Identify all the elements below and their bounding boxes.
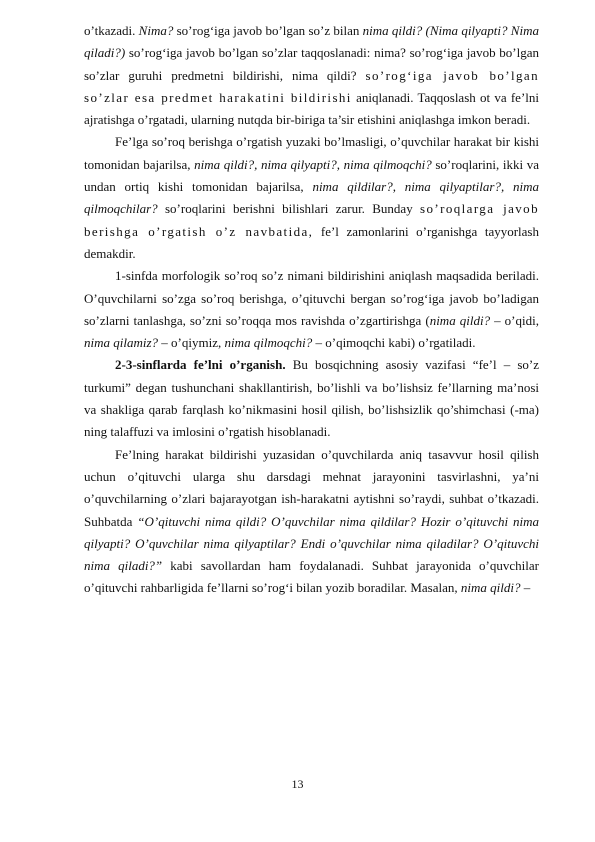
text-run: – o’qiymiz, xyxy=(158,335,225,351)
italic-run: “O’qituvchi nima qildi? O’quvchilar nima qildilar? Hozir o’qituvchi nima qilyapti? O’quvchilar nima qilyaptilar? Endi o’quvchilar nima qiladilar? O’qituvchi nima qiladi?” xyxy=(84,513,539,574)
text-run: so’roqlarga javob berishga o’rgatish o’z navbatida, xyxy=(84,201,539,239)
italic-run: nima qildi? (Nima qilyapti? Nima qiladi?) xyxy=(84,23,539,61)
paragraph xyxy=(84,444,539,600)
text-run: so’roqlarini, ikki va undan ortiq kishi tomonidan bajarilsa, xyxy=(84,156,539,195)
italic-run: nima qilamiz? xyxy=(84,335,159,351)
text-run: – xyxy=(520,580,531,596)
text-run: fe’l zamonlarini o’rganishga tayyorlash demakdir. xyxy=(84,223,539,261)
italic-run: nima qilmoqchi? xyxy=(224,335,313,351)
text-run: so’roqlarini berishni bilishlari zarur. Bunday xyxy=(157,201,421,217)
text-run: 1-sinfda morfologik so’roq so’z nimani bildirishini aniqlash maqsadida beriladi. O’quvchilarni so’zga so’roq berishga, o’qituvchi bergan so’rog‘iga javob bo’ladigan so’zlarni tanlashga, so’zni so’roqqa mos ravishda o’zgartirishga ( xyxy=(84,268,539,328)
italic-run: nima qildi? xyxy=(429,312,491,328)
paragraph xyxy=(84,354,539,443)
paragraph xyxy=(84,131,539,265)
text-run: aniqlanadi. Taqqoslash ot va fe’lni ajratishga o’rgatadi, ularning nutqda bir-biriga ta’sir etishini aniqlashga imkon beradi. xyxy=(84,89,539,128)
text-run: so’rog‘iga javob bo’lgan so’z bilan xyxy=(173,23,363,38)
italic-run: nima qildi?, nima qilyapti?, nima qilmoqchi? xyxy=(194,156,432,172)
text-run: so’rog‘iga javob bo’lgan so’zlar taqqoslanadi: nima? so’rog‘iga javob bo’lgan so’zlar guruhi predmetni bildirishi, nima qildi? xyxy=(84,45,539,83)
text-run: so’rog‘iga javob bo’lgan so’zlar esa predmet harakatini bildirishi xyxy=(84,67,539,105)
text-run: Fe’lga so’roq berishga o’rgatish yuzaki bo’lmasligi, o’quvchilar harakat bir kishi tomonidan bajarilsa, xyxy=(84,134,539,172)
text-run: Fe’lning harakat bildirishi yuzasidan o’quvchilarda aniq tasavvur hosil qilish uchun o’qituvchi ularga shu darsdagi mehnat jarayonini tasvirlashni, ya’ni o’quvchilarning o’zlari bajarayotgan ish-harakatni aytishni so’raydi, suhbat o’tkazadi. Suhbatda xyxy=(84,446,539,529)
text-run: – o’qimoqchi kabi) o’rgatiladi. xyxy=(312,335,476,351)
text-run: o’tkazadi. xyxy=(84,23,139,38)
page-number: 13 xyxy=(291,777,304,791)
italic-run: nima qildi? xyxy=(460,580,521,596)
text-run: – o’qidi, xyxy=(490,312,539,328)
paragraph xyxy=(84,20,539,131)
text-run: kabi savollardan ham foydalanadi. Suhbat jarayonida o’quvchilar o’qituvchi rahbarligida fe’llarni so’rog‘i bilan yozib boradilar. Masalan, xyxy=(84,558,539,596)
bold-run: 2-3-sinflarda fe’lni o’rganish. xyxy=(115,357,286,373)
italic-run: nima qildilar?, nima qilyaptilar?, nima qilmoqchilar? xyxy=(84,179,539,217)
text-run: Bu bosqichning asosiy vazifasi “fe’l – so’z turkumi” degan tushunchani shakllantirish, bo’lishli va bo’lishsiz fe’llarning ma’nosi va shakliga qarab farqlash ko’nikmasini hosil qilish, bo’lishsizlik qo’shimchasi (-ma) ning talaffuzi va imlosini o’rgatish hisoblanadi. xyxy=(84,357,539,440)
italic-run: Nima? xyxy=(138,23,174,38)
body-text xyxy=(84,20,539,600)
paragraph xyxy=(84,265,539,354)
